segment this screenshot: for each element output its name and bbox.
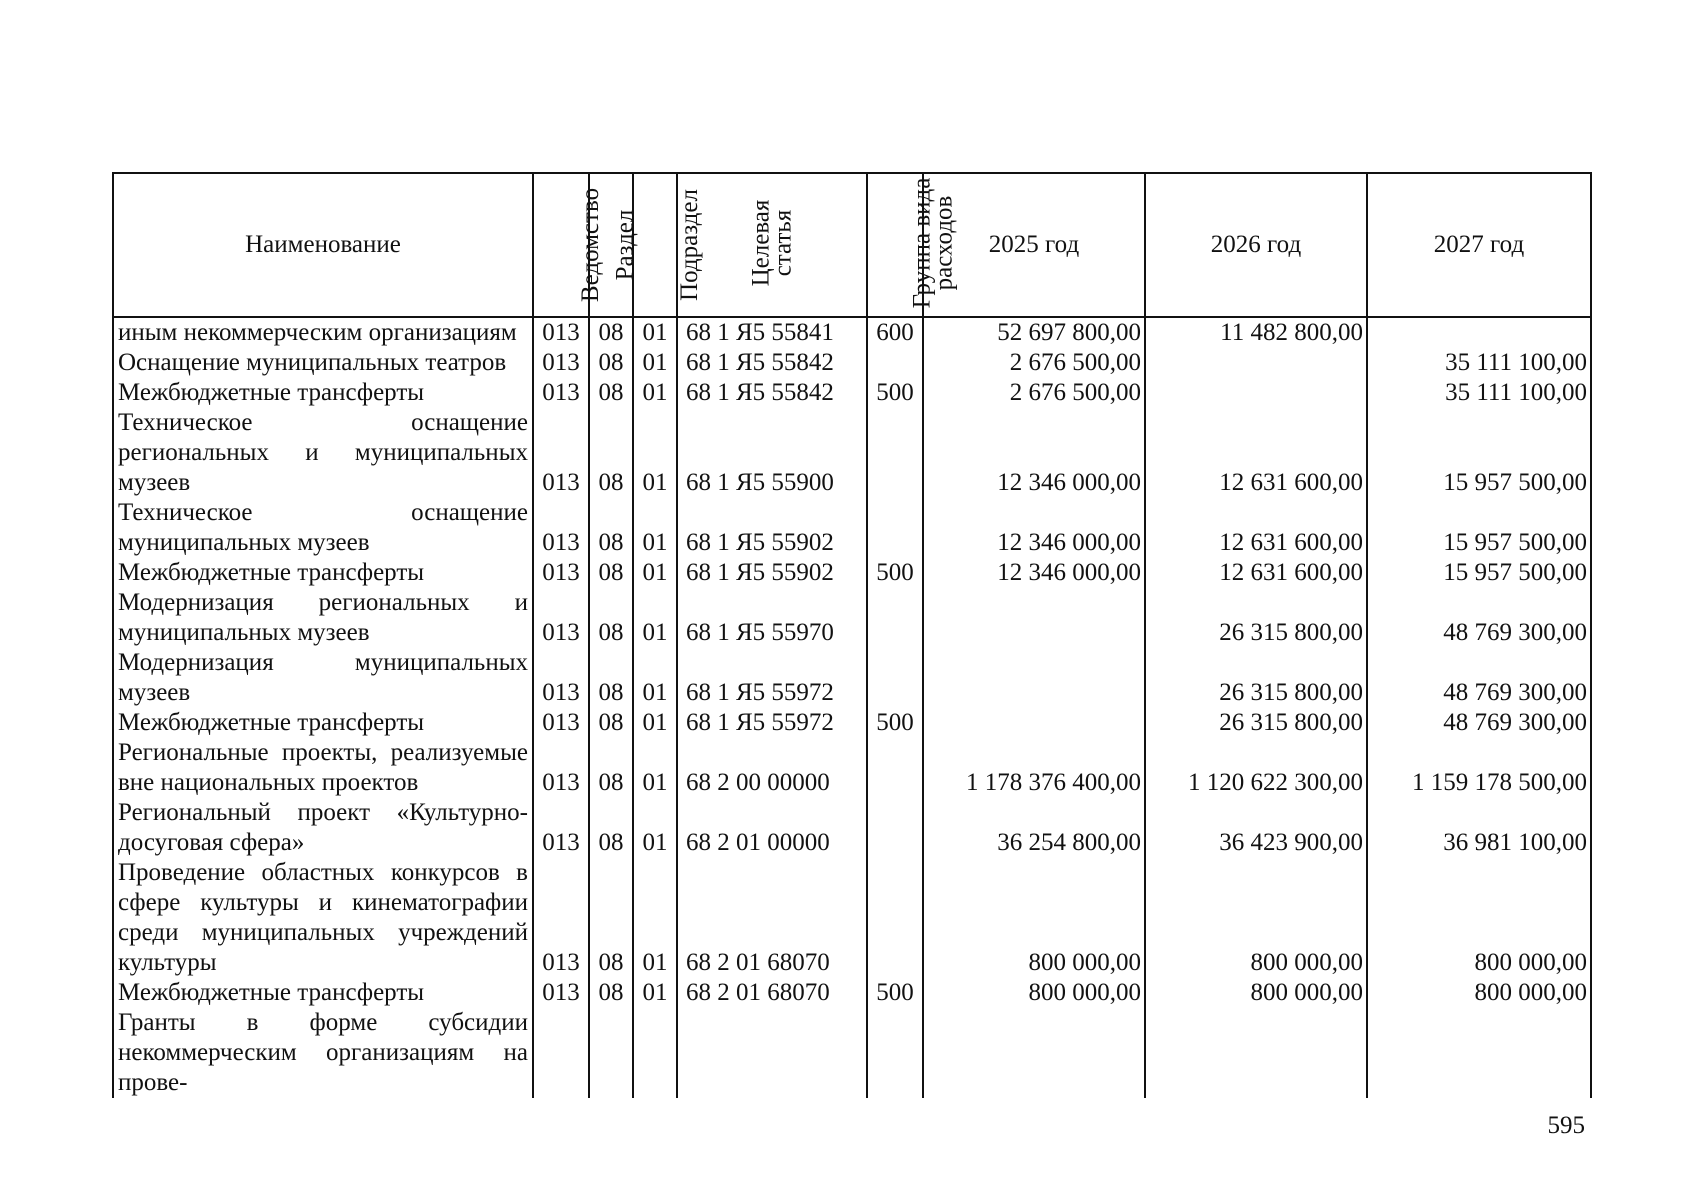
cell-name: Проведение областных конкурсов в сфере культуры и кинематографии среди муниципальных учреждений культуры bbox=[113, 858, 533, 978]
cell-dept: 013 bbox=[533, 408, 589, 498]
header-dept: Ведомство bbox=[533, 173, 589, 317]
cell-dept: 013 bbox=[533, 378, 589, 408]
cell-y2027 bbox=[1367, 317, 1591, 348]
cell-target: 68 1 Я5 55972 bbox=[677, 648, 867, 708]
cell-group: 500 bbox=[867, 708, 923, 738]
header-2025: 2025 год bbox=[923, 173, 1145, 317]
cell-y2026: 12 631 600,00 bbox=[1145, 558, 1367, 588]
cell-target: 68 1 Я5 55842 bbox=[677, 348, 867, 378]
cell-target: 68 1 Я5 55970 bbox=[677, 588, 867, 648]
cell-section: 08 bbox=[589, 498, 633, 558]
cell-name: Модернизация региональных и муниципальных музеев bbox=[113, 588, 533, 648]
cell-y2027: 35 111 100,00 bbox=[1367, 378, 1591, 408]
cell-y2027: 48 769 300,00 bbox=[1367, 648, 1591, 708]
cell-y2025: 12 346 000,00 bbox=[923, 408, 1145, 498]
cell-y2025: 800 000,00 bbox=[923, 978, 1145, 1008]
cell-name: Техническое оснащение муниципальных музеев bbox=[113, 498, 533, 558]
header-2026: 2026 год bbox=[1145, 173, 1367, 317]
cell-target: 68 2 01 00000 bbox=[677, 798, 867, 858]
cell-name: Региональные проекты, реализуемые вне национальных проектов bbox=[113, 738, 533, 798]
cell-name: Межбюджетные трансферты bbox=[113, 708, 533, 738]
cell-y2025: 12 346 000,00 bbox=[923, 498, 1145, 558]
cell-y2027: 48 769 300,00 bbox=[1367, 588, 1591, 648]
cell-subsection: 01 bbox=[633, 708, 677, 738]
cell-section: 08 bbox=[589, 408, 633, 498]
cell-name: Межбюджетные трансферты bbox=[113, 978, 533, 1008]
cell-subsection: 01 bbox=[633, 348, 677, 378]
cell-dept: 013 bbox=[533, 317, 589, 348]
cell-y2026: 800 000,00 bbox=[1145, 858, 1367, 978]
header-2027: 2027 год bbox=[1367, 173, 1591, 317]
cell-subsection: 01 bbox=[633, 498, 677, 558]
cell-group: 500 bbox=[867, 558, 923, 588]
cell-dept: 013 bbox=[533, 558, 589, 588]
cell-y2026 bbox=[1145, 378, 1367, 408]
cell-y2025: 52 697 800,00 bbox=[923, 317, 1145, 348]
table-row bbox=[113, 798, 1591, 858]
cell-dept: 013 bbox=[533, 858, 589, 978]
table-row bbox=[113, 378, 1591, 408]
cell-subsection: 01 bbox=[633, 798, 677, 858]
table-row bbox=[113, 588, 1591, 648]
table-body bbox=[113, 317, 1591, 1098]
cell-group bbox=[867, 498, 923, 558]
cell-dept: 013 bbox=[533, 978, 589, 1008]
cell-target: 68 1 Я5 55972 bbox=[677, 708, 867, 738]
cell-name: Гранты в форме субсидии некоммерческим организациям на прове- bbox=[113, 1008, 533, 1098]
cell-group bbox=[867, 798, 923, 858]
cell-subsection: 01 bbox=[633, 858, 677, 978]
table-row bbox=[113, 348, 1591, 378]
cell-target: 68 2 01 68070 bbox=[677, 858, 867, 978]
cell-section: 08 bbox=[589, 317, 633, 348]
cell-dept: 013 bbox=[533, 708, 589, 738]
cell-dept: 013 bbox=[533, 738, 589, 798]
header-target: Целевая статья bbox=[677, 173, 867, 317]
cell-y2026: 26 315 800,00 bbox=[1145, 588, 1367, 648]
cell-section: 08 bbox=[589, 648, 633, 708]
cell-group bbox=[867, 588, 923, 648]
cell-y2026: 11 482 800,00 bbox=[1145, 317, 1367, 348]
cell-y2026: 36 423 900,00 bbox=[1145, 798, 1367, 858]
cell-y2026: 26 315 800,00 bbox=[1145, 648, 1367, 708]
cell-y2026: 26 315 800,00 bbox=[1145, 708, 1367, 738]
cell-y2026 bbox=[1145, 1008, 1367, 1098]
table-header bbox=[113, 173, 1591, 317]
budget-table bbox=[112, 172, 1592, 1098]
cell-y2027 bbox=[1367, 1008, 1591, 1098]
cell-group: 500 bbox=[867, 978, 923, 1008]
cell-section: 08 bbox=[589, 378, 633, 408]
cell-subsection: 01 bbox=[633, 978, 677, 1008]
header-section: Раздел bbox=[589, 173, 633, 317]
cell-y2025: 800 000,00 bbox=[923, 858, 1145, 978]
table-row bbox=[113, 738, 1591, 798]
cell-y2027: 15 957 500,00 bbox=[1367, 558, 1591, 588]
table-row bbox=[113, 408, 1591, 498]
cell-y2027: 800 000,00 bbox=[1367, 858, 1591, 978]
cell-target: 68 1 Я5 55842 bbox=[677, 378, 867, 408]
cell-name: Межбюджетные трансферты bbox=[113, 558, 533, 588]
cell-section: 08 bbox=[589, 798, 633, 858]
header-name: Наименование bbox=[113, 173, 533, 317]
cell-y2025 bbox=[923, 648, 1145, 708]
cell-target: 68 2 01 68070 bbox=[677, 978, 867, 1008]
cell-target: 68 1 Я5 55902 bbox=[677, 558, 867, 588]
cell-y2026: 12 631 600,00 bbox=[1145, 408, 1367, 498]
cell-y2025: 36 254 800,00 bbox=[923, 798, 1145, 858]
cell-name: Модернизация муниципальных музеев bbox=[113, 648, 533, 708]
cell-y2025: 1 178 376 400,00 bbox=[923, 738, 1145, 798]
cell-y2027: 35 111 100,00 bbox=[1367, 348, 1591, 378]
cell-subsection bbox=[633, 1008, 677, 1098]
cell-section: 08 bbox=[589, 738, 633, 798]
cell-target: 68 1 Я5 55900 bbox=[677, 408, 867, 498]
cell-dept: 013 bbox=[533, 648, 589, 708]
cell-subsection: 01 bbox=[633, 588, 677, 648]
cell-y2025: 2 676 500,00 bbox=[923, 378, 1145, 408]
cell-section: 08 bbox=[589, 978, 633, 1008]
cell-section: 08 bbox=[589, 558, 633, 588]
cell-name: Оснащение муниципальных театров bbox=[113, 348, 533, 378]
cell-y2027: 36 981 100,00 bbox=[1367, 798, 1591, 858]
cell-y2025 bbox=[923, 1008, 1145, 1098]
cell-y2027: 1 159 178 500,00 bbox=[1367, 738, 1591, 798]
table-row bbox=[113, 317, 1591, 348]
cell-subsection: 01 bbox=[633, 648, 677, 708]
cell-section: 08 bbox=[589, 348, 633, 378]
cell-dept: 013 bbox=[533, 498, 589, 558]
cell-group bbox=[867, 408, 923, 498]
cell-y2027: 15 957 500,00 bbox=[1367, 408, 1591, 498]
cell-y2025 bbox=[923, 588, 1145, 648]
table-row bbox=[113, 1008, 1591, 1098]
header-subsection: Подраздел bbox=[633, 173, 677, 317]
cell-y2026: 800 000,00 bbox=[1145, 978, 1367, 1008]
cell-y2026: 1 120 622 300,00 bbox=[1145, 738, 1367, 798]
cell-y2025: 2 676 500,00 bbox=[923, 348, 1145, 378]
cell-dept bbox=[533, 1008, 589, 1098]
cell-name: Техническое оснащение региональных и муниципальных музеев bbox=[113, 408, 533, 498]
cell-subsection: 01 bbox=[633, 738, 677, 798]
cell-dept: 013 bbox=[533, 798, 589, 858]
cell-target bbox=[677, 1008, 867, 1098]
cell-group bbox=[867, 348, 923, 378]
cell-group bbox=[867, 858, 923, 978]
cell-y2026: 12 631 600,00 bbox=[1145, 498, 1367, 558]
cell-section: 08 bbox=[589, 858, 633, 978]
cell-target: 68 2 00 00000 bbox=[677, 738, 867, 798]
header-group: Группа вида расходов bbox=[867, 173, 923, 317]
cell-subsection: 01 bbox=[633, 558, 677, 588]
cell-subsection: 01 bbox=[633, 317, 677, 348]
table-row bbox=[113, 648, 1591, 708]
cell-name: Региональный проект «Культурно-досуговая сфера» bbox=[113, 798, 533, 858]
table-row bbox=[113, 708, 1591, 738]
cell-subsection: 01 bbox=[633, 378, 677, 408]
cell-group bbox=[867, 648, 923, 708]
table-row bbox=[113, 978, 1591, 1008]
cell-y2027: 15 957 500,00 bbox=[1367, 498, 1591, 558]
cell-dept: 013 bbox=[533, 348, 589, 378]
cell-group bbox=[867, 738, 923, 798]
cell-section: 08 bbox=[589, 588, 633, 648]
cell-y2025: 12 346 000,00 bbox=[923, 558, 1145, 588]
cell-y2026 bbox=[1145, 348, 1367, 378]
table-row bbox=[113, 498, 1591, 558]
cell-name: Межбюджетные трансферты bbox=[113, 378, 533, 408]
cell-y2027: 800 000,00 bbox=[1367, 978, 1591, 1008]
cell-section: 08 bbox=[589, 708, 633, 738]
cell-group: 500 bbox=[867, 378, 923, 408]
cell-subsection: 01 bbox=[633, 408, 677, 498]
cell-group: 600 bbox=[867, 317, 923, 348]
cell-target: 68 1 Я5 55902 bbox=[677, 498, 867, 558]
table-row bbox=[113, 558, 1591, 588]
cell-y2025 bbox=[923, 708, 1145, 738]
cell-group bbox=[867, 1008, 923, 1098]
cell-target: 68 1 Я5 55841 bbox=[677, 317, 867, 348]
cell-name: иным некоммерческим организациям bbox=[113, 317, 533, 348]
cell-y2027: 48 769 300,00 bbox=[1367, 708, 1591, 738]
page-number: 595 bbox=[1547, 1112, 1585, 1139]
cell-dept: 013 bbox=[533, 588, 589, 648]
cell-section bbox=[589, 1008, 633, 1098]
table-row bbox=[113, 858, 1591, 978]
